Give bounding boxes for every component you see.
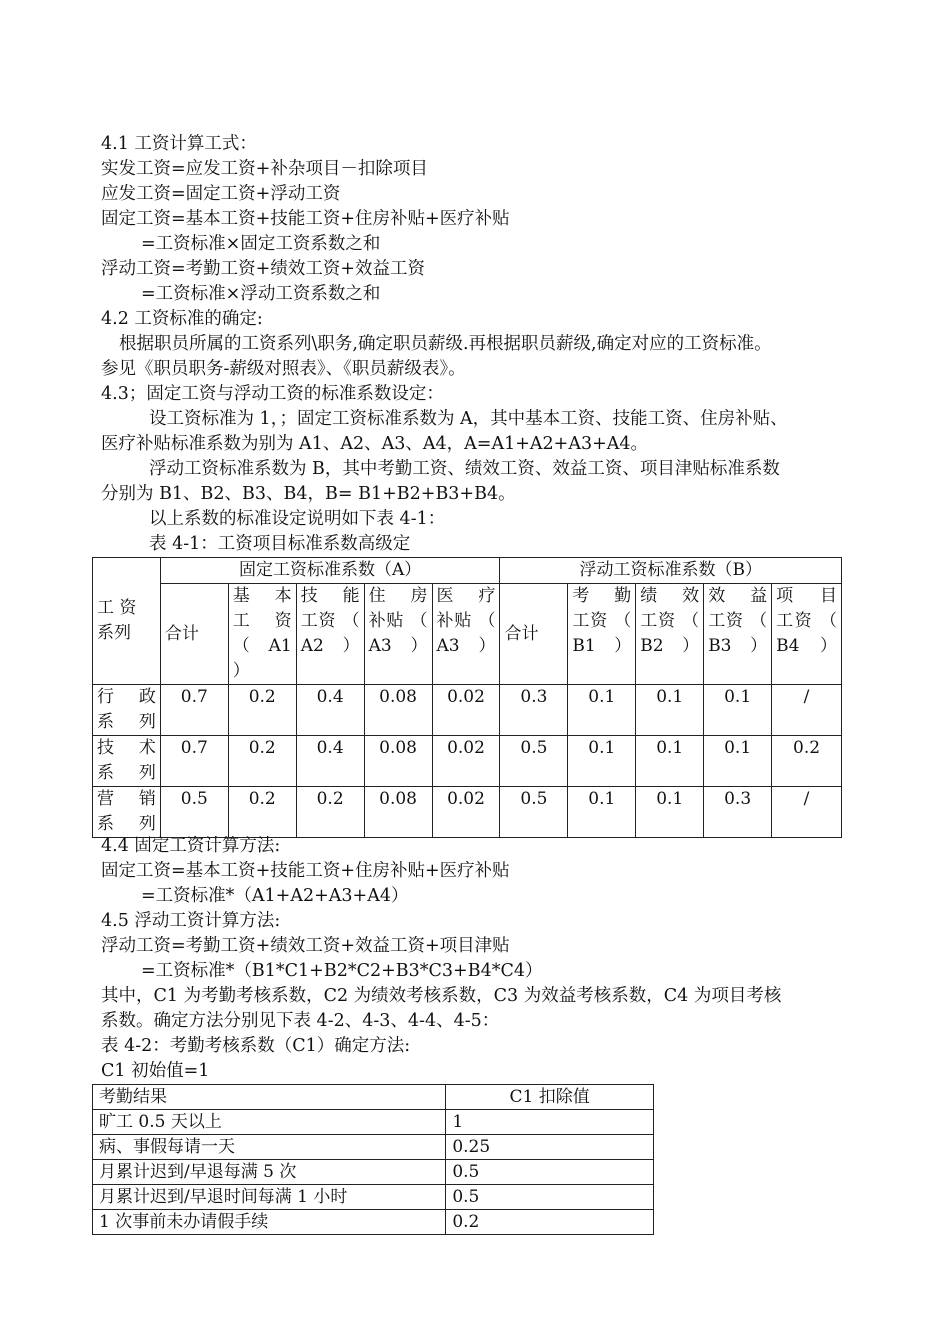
- row-header: 营 销 系列: [93, 787, 161, 838]
- cell: 0.3: [704, 787, 772, 838]
- table-row: [93, 685, 842, 736]
- section-4-3-para3: 以上系数的标准设定说明如下表 4-1：: [149, 509, 446, 529]
- c1-initial-value: C1 初始值=1: [101, 1061, 210, 1081]
- formula-floating-method-cont: =工资标准*（B1*C1+B2*C2+B3*C3+B4*C4）: [141, 961, 543, 981]
- table-row: [93, 1160, 654, 1185]
- cell: 0.5: [446, 1160, 654, 1185]
- cell: 0.1: [704, 685, 772, 736]
- table-row: [93, 787, 842, 838]
- cell: 0.3: [500, 685, 568, 736]
- cell: 0.08: [364, 685, 432, 736]
- row-header: 技 术 系列: [93, 736, 161, 787]
- section-4-1-heading: 4.1 工资计算工式：: [101, 134, 257, 154]
- cell: 0.4: [296, 685, 364, 736]
- column-header: C1 扣除值: [446, 1085, 654, 1110]
- attendance-table: [92, 1084, 654, 1235]
- cell: 0.1: [568, 736, 636, 787]
- column-header: 基 本 工 资 （ A1 ）: [228, 584, 296, 685]
- cell: 1 次事前未办请假手续: [93, 1210, 446, 1235]
- column-header: 项 目 工资 （ B4 ）: [772, 584, 842, 685]
- column-header: 合计: [500, 584, 568, 685]
- formula-fixed-method: 固定工资=基本工资+技能工资+住房补贴+医疗补贴: [101, 861, 510, 881]
- cell: 月累计迟到/早退时间每满 1 小时: [93, 1185, 446, 1210]
- cell: 0.2: [228, 736, 296, 787]
- cell: 0.1: [568, 685, 636, 736]
- cell: /: [772, 685, 842, 736]
- cell: 0.1: [636, 736, 704, 787]
- table-4-2-caption: 表 4-2：考勤考核系数（C1）确定方法:: [101, 1036, 411, 1056]
- cell: 0.02: [432, 736, 500, 787]
- cell: 0.1: [704, 736, 772, 787]
- section-4-3-para1b: 医疗补贴标准系数为别为 A1、A2、A3、A4，A=A1+A2+A3+A4。: [101, 434, 649, 454]
- column-header: 住 房 补贴 （ A3 ）: [364, 584, 432, 685]
- formula-net-pay: 实发工资=应发工资+补杂项目－扣除项目: [101, 159, 428, 179]
- column-header: 技 能 工资 （ A2 ）: [296, 584, 364, 685]
- cell: /: [772, 787, 842, 838]
- group-fixed-header: 固定工资标准系数（A）: [160, 558, 500, 584]
- table-row: [93, 1135, 654, 1160]
- cell: 0.2: [296, 787, 364, 838]
- cell: 0.7: [160, 685, 228, 736]
- section-4-5-note-b: 系数。确定方法分别见下表 4-2、4-3、4-4、4-5：: [101, 1011, 500, 1031]
- cell: 0.1: [568, 787, 636, 838]
- column-header: 合计: [160, 584, 228, 685]
- table-4-1-caption: 表 4-1：工资项目标准系数高级定: [149, 534, 411, 554]
- column-header: 考勤结果: [93, 1085, 446, 1110]
- cell: 0.5: [446, 1185, 654, 1210]
- column-header: 医 疗 补贴 （ A3 ）: [432, 584, 500, 685]
- table-corner-header: 工 资 系列: [93, 558, 161, 685]
- cell: 0.4: [296, 736, 364, 787]
- formula-fixed-method-cont: =工资标准*（A1+A2+A3+A4）: [141, 886, 409, 906]
- section-4-2-reference: 参见《职员职务-薪级对照表》、《职员薪级表》。: [101, 359, 466, 379]
- section-4-3-para2b: 分别为 B1、B2、B3、B4，B= B1+B2+B3+B4。: [101, 484, 516, 504]
- formula-floating-pay: 浮动工资=考勤工资+绩效工资+效益工资: [101, 259, 425, 279]
- formula-floating-method: 浮动工资=考勤工资+绩效工资+效益工资+项目津贴: [101, 936, 510, 956]
- cell: 0.2: [228, 685, 296, 736]
- column-header: 考 勤 工资 （ B1 ）: [568, 584, 636, 685]
- table-row: [93, 1210, 654, 1235]
- row-header: 行 政 系列: [93, 685, 161, 736]
- formula-floating-pay-cont: =工资标准×浮动工资系数之和: [141, 284, 381, 304]
- cell: 0.1: [636, 787, 704, 838]
- cell: 1: [446, 1110, 654, 1135]
- cell: 0.08: [364, 787, 432, 838]
- cell: 病、事假每请一天: [93, 1135, 446, 1160]
- section-4-2-text: 根据职员所属的工资系列\职务,确定职员薪级.再根据职员薪级,确定对应的工资标准。: [119, 334, 772, 354]
- cell: 0.1: [636, 685, 704, 736]
- table-row: [93, 1110, 654, 1135]
- column-header: 效 益 工资 （ B3 ）: [704, 584, 772, 685]
- cell: 旷工 0.5 天以上: [93, 1110, 446, 1135]
- cell: 0.7: [160, 736, 228, 787]
- cell: 0.5: [500, 736, 568, 787]
- document-body: [101, 132, 846, 557]
- column-header: 绩 效 工资 （ B2 ）: [636, 584, 704, 685]
- table-row: [93, 736, 842, 787]
- section-4-4-heading: 4.4 固定工资计算方法:: [101, 836, 281, 856]
- formula-fixed-pay: 固定工资=基本工资+技能工资+住房补贴+医疗补贴: [101, 209, 510, 229]
- cell: 0.08: [364, 736, 432, 787]
- coefficient-table: [92, 557, 842, 838]
- table-row: [93, 1185, 654, 1210]
- section-4-5-note-a: 其中，C1 为考勤考核系数，C2 为绩效考核系数，C3 为效益考核系数，C4 为项目考核: [101, 986, 782, 1006]
- cell: 0.25: [446, 1135, 654, 1160]
- section-4-3-para2a: 浮动工资标准系数为 B，其中考勤工资、绩效工资、效益工资、项目津贴标准系数: [149, 459, 780, 479]
- group-floating-header: 浮动工资标准系数（B）: [500, 558, 842, 584]
- section-4-5-heading: 4.5 浮动工资计算方法:: [101, 911, 281, 931]
- cell: 0.2: [772, 736, 842, 787]
- cell: 月累计迟到/早退每满 5 次: [93, 1160, 446, 1185]
- formula-gross-pay: 应发工资=固定工资+浮动工资: [101, 184, 341, 204]
- document-body-continued: [101, 834, 846, 1084]
- formula-fixed-pay-cont: =工资标准×固定工资系数之和: [141, 234, 381, 254]
- cell: 0.5: [500, 787, 568, 838]
- section-4-2-heading: 4.2 工资标准的确定:: [101, 309, 263, 329]
- cell: 0.02: [432, 787, 500, 838]
- cell: 0.2: [228, 787, 296, 838]
- cell: 0.2: [446, 1210, 654, 1235]
- section-4-3-heading: 4.3；固定工资与浮动工资的标准系数设定：: [101, 384, 444, 404]
- cell: 0.5: [160, 787, 228, 838]
- section-4-3-para1a: 设工资标准为 1，；固定工资标准系数为 A，其中基本工资、技能工资、住房补贴、: [149, 409, 788, 429]
- cell: 0.02: [432, 685, 500, 736]
